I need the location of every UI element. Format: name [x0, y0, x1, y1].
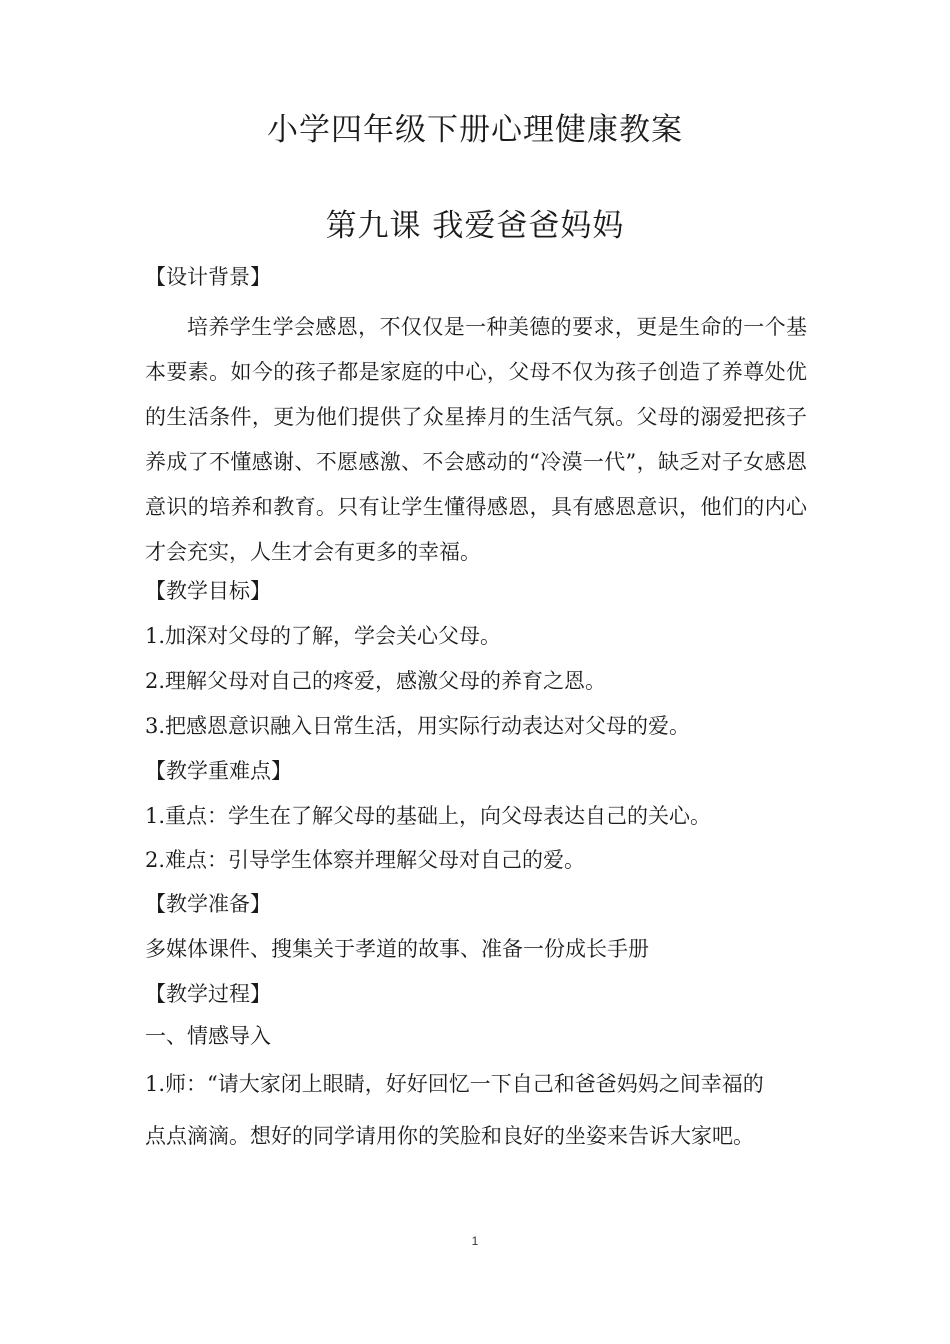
process-step-line: 点点滴滴。想好的同学请用你的笑脸和良好的坐姿来告诉大家吧。 — [145, 1124, 754, 1148]
preparation-text: 多媒体课件、搜集关于孝道的故事、准备一份成长手册 — [145, 937, 649, 961]
section-heading-process: 【教学过程】 — [145, 982, 271, 1006]
goal-item: 3.把感恩意识融入日常生活，用实际行动表达对父母的爱。 — [145, 714, 691, 738]
key-point-item: 2.难点：引导学生体察并理解父母对自己的爱。 — [145, 848, 586, 872]
goal-item: 1.加深对父母的了解，学会关心父母。 — [145, 624, 502, 648]
process-subheading: 一、情感导入 — [145, 1024, 271, 1048]
section-heading-key-points: 【教学重难点】 — [145, 759, 292, 783]
lesson-title: 第九课 我爱爸爸妈妈 — [325, 208, 625, 244]
section-heading-preparation: 【教学准备】 — [145, 892, 271, 916]
section-heading-background: 【设计背景】 — [145, 265, 271, 289]
process-step-line: 1.师：“请大家闭上眼睛，好好回忆一下自己和爸爸妈妈之间幸福的 — [145, 1072, 764, 1096]
background-paragraph: 培养学生学会感恩，不仅仅是一种美德的要求，更是生命的一个基本要素。如今的孩子都是家庭的中心，父母不仅为孩子创造了养尊处优的生活条件，更为他们提供了众星捧月的生活气氛。父母的溺爱把孩子养成了不懂感谢、不愿感激、不会感动的“冷漠一代”，缺乏对子女感恩意识的培养和教育。只有让学生懂得感恩，具有感恩意识，他们的内心才会充实，人生才会有更多的幸福。 — [145, 315, 807, 564]
key-point-item: 1.重点：学生在了解父母的基础上，向父母表达自己的关心。 — [145, 804, 712, 828]
page-number: 1 — [471, 1234, 479, 1248]
section-heading-goals: 【教学目标】 — [145, 579, 271, 603]
goal-item: 2.理解父母对自己的疼爱，感激父母的养育之恩。 — [145, 669, 607, 693]
document-title: 小学四年级下册心理健康教案 — [267, 112, 683, 148]
